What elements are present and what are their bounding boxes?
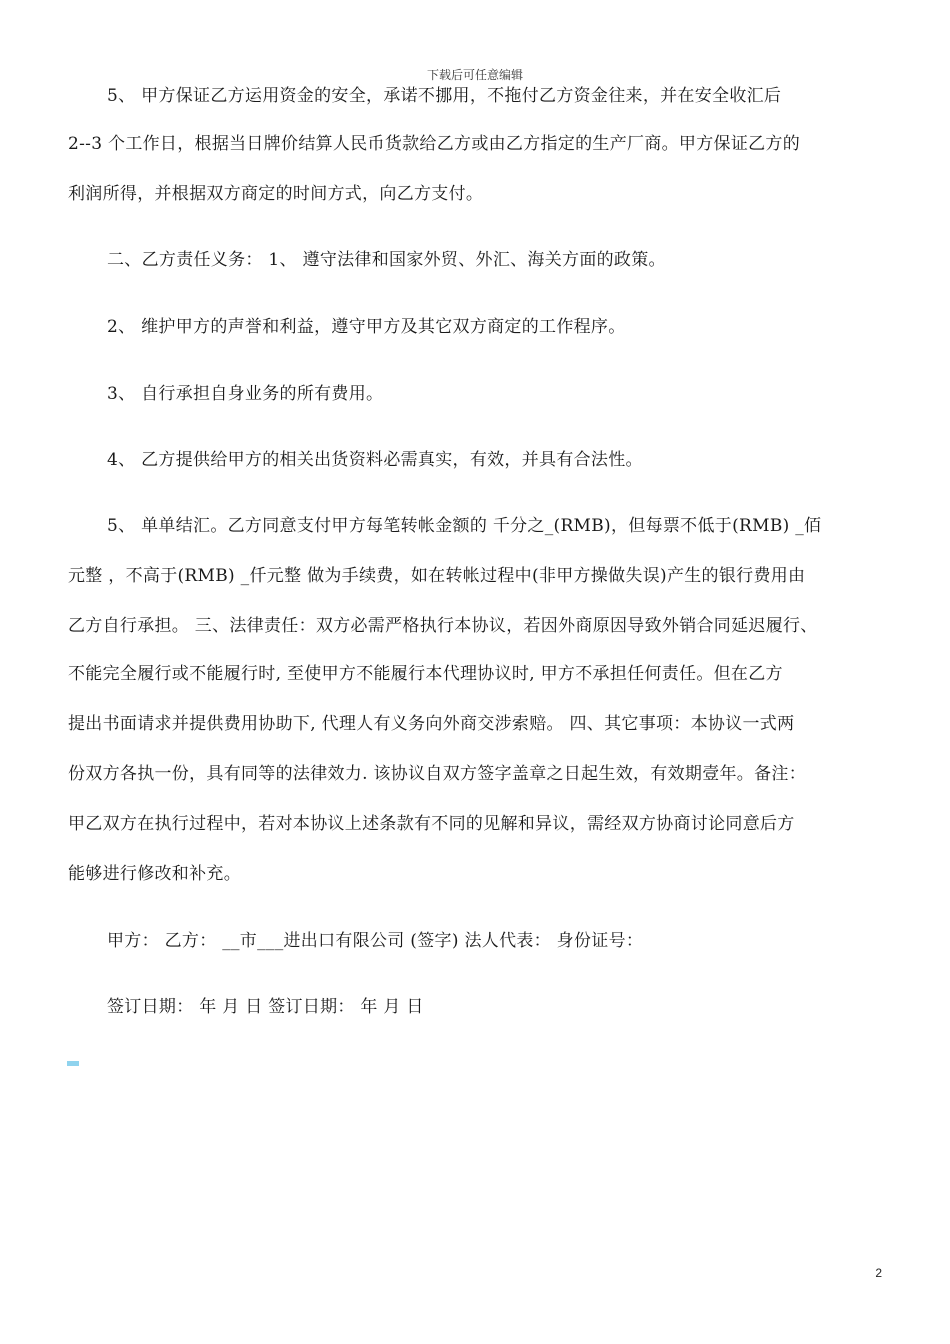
- clause-b5-line-6: 份双方各执一份，具有同等的法律效力. 该协议自双方签字盖章之日起生效，有效期壹年。备注：: [68, 764, 807, 784]
- page-number: 2: [875, 1266, 882, 1280]
- clause-a5-line-1: 5、 甲方保证乙方运用资金的安全，承诺不挪用，不拖付乙方资金往来，并在安全收汇后: [107, 86, 782, 106]
- clause-b5-line-1: 5、 单单结汇。乙方同意支付甲方每笔转帐金额的 千分之_(RMB)，但每票不低于(RMB) _佰: [107, 516, 822, 536]
- clause-a5-line-3: 利润所得，并根据双方商定的时间方式，向乙方支付。: [68, 184, 484, 204]
- clause-b5-line-2: 元整 ，不高于(RMB) _仟元整 做为手续费，如在转帐过程中(非甲方操做失误)产生的银行费用由: [68, 566, 806, 586]
- clause-b5-line-4: 不能完全履行或不能履行时, 至使甲方不能履行本代理协议时, 甲方不承担任何责任。但在乙方: [68, 664, 783, 684]
- section-2-heading: 二、乙方责任义务： 1、 遵守法律和国家外贸、外汇、海关方面的政策。: [107, 250, 666, 270]
- clause-b2: 2、 维护甲方的声誉和利益，遵守甲方及其它双方商定的工作程序。: [107, 317, 626, 337]
- clause-b5-line-3: 乙方自行承担。 三、法律责任：双方必需严格执行本协议，若因外商原因导致外销合同延迟履行、: [68, 616, 818, 636]
- signature-dates: 签订日期： 年 月 日 签订日期： 年 月 日: [107, 997, 424, 1017]
- clause-b4: 4、 乙方提供给甲方的相关出货资料必需真实，有效，并具有合法性。: [107, 450, 643, 470]
- clause-b5-line-8: 能够进行修改和补充。: [68, 864, 241, 884]
- header-note: 下载后可任意编辑: [426, 68, 523, 82]
- cursor-marker: [67, 1061, 79, 1066]
- clause-b3: 3、 自行承担自身业务的所有费用。: [107, 384, 384, 404]
- clause-b5-line-7: 甲乙双方在执行过程中，若对本协议上述条款有不同的见解和异议，需经双方协商讨论同意后方: [68, 814, 795, 834]
- signature-parties: 甲方： 乙方： __市___进出口有限公司 (签字) 法人代表： 身份证号：: [107, 931, 644, 951]
- clause-b5-line-5: 提出书面请求并提供费用协助下, 代理人有义务向外商交涉索赔。 四、其它事项：本协议一式两: [68, 714, 795, 734]
- clause-a5-line-2: 2--3 个工作日，根据当日牌价结算人民币货款给乙方或由乙方指定的生产厂商。甲方保证乙方的: [68, 134, 801, 154]
